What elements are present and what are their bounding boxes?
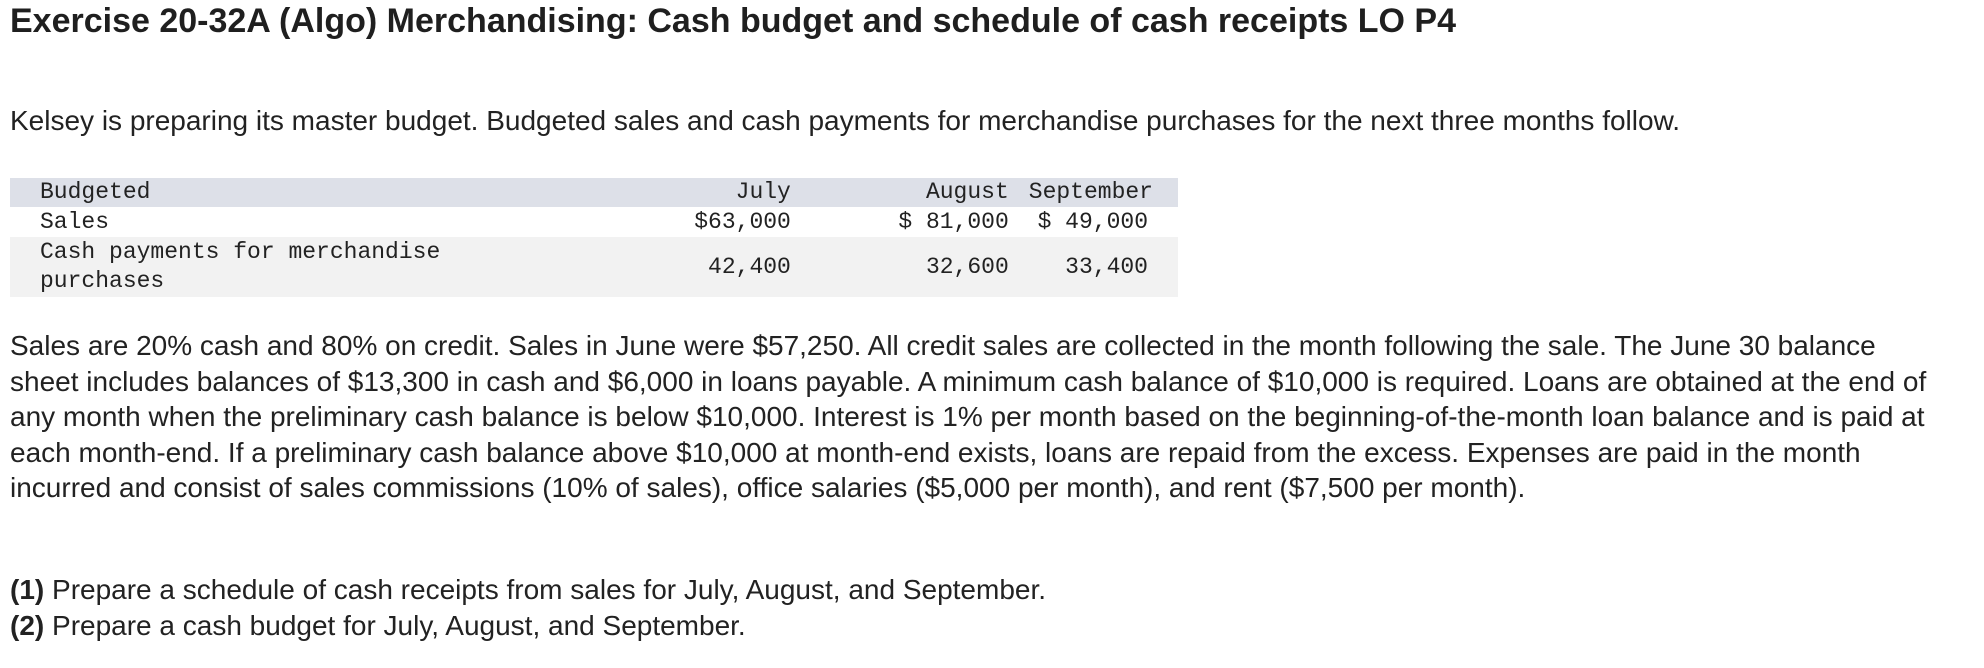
row-label-cash-payments: [10, 237, 542, 297]
row-label-sales: Sales: [10, 207, 542, 237]
table-row: [10, 237, 1178, 297]
requirement-2-number: (2): [10, 610, 45, 641]
requirement-1-text: Prepare a schedule of cash receipts from sales for July, August, and September.: [44, 574, 1047, 605]
cell-cash-july: 42,400: [542, 237, 823, 297]
problem-text: Sales are 20% cash and 80% on credit. Sales in June were $57,250. All credit sales are collected in the month following the sale. The June 30 balance sheet includes balances of $13,300 in cash and $6,000 in loans payable. A minimum cash balance of $10,000 is required. Loans are obtained at the end of any month when the preliminary cash balance is below $10,000. Interest is 1% per month based on the beginning-of-the-month loan balance and is paid at each month-end. If a preliminary cash balance above $10,000 at month-end exists, loans are repaid from the excess. Expenses are paid in the month incurred and consist of sales commissions (10% of sales), office salaries ($5,000 per month), and rent ($7,500 per month).: [10, 330, 1927, 503]
requirement-1-number: (1): [10, 574, 45, 605]
requirement-2: [10, 610, 746, 642]
header-august: August: [824, 178, 1029, 207]
header-budgeted: Budgeted: [10, 178, 542, 207]
row-label-line2: purchases: [40, 268, 165, 294]
table-row: [10, 207, 1178, 237]
cell-sales-september: $ 49,000: [1029, 207, 1178, 237]
problem-paragraph: [10, 328, 1940, 506]
header-september: September: [1029, 178, 1178, 207]
page-title: Exercise 20-32A (Algo) Merchandising: Cash budget and schedule of cash receipts LO P4: [10, 2, 1457, 40]
cell-sales-august: $ 81,000: [824, 207, 1029, 237]
table-header-row: [10, 178, 1178, 207]
cell-cash-september: 33,400: [1029, 237, 1178, 297]
cell-cash-august: 32,600: [824, 237, 1029, 297]
cell-sales-july: $63,000: [542, 207, 823, 237]
requirement-1: [10, 574, 1046, 606]
budget-table: [10, 178, 1178, 297]
requirement-2-text: Prepare a cash budget for July, August, and September.: [44, 610, 746, 641]
header-july: July: [542, 178, 823, 207]
intro-text: Kelsey is preparing its master budget. Budgeted sales and cash payments for merchandise purchases for the next three months follow.: [10, 105, 1681, 136]
row-label-line1: Cash payments for merchandise: [40, 239, 441, 265]
